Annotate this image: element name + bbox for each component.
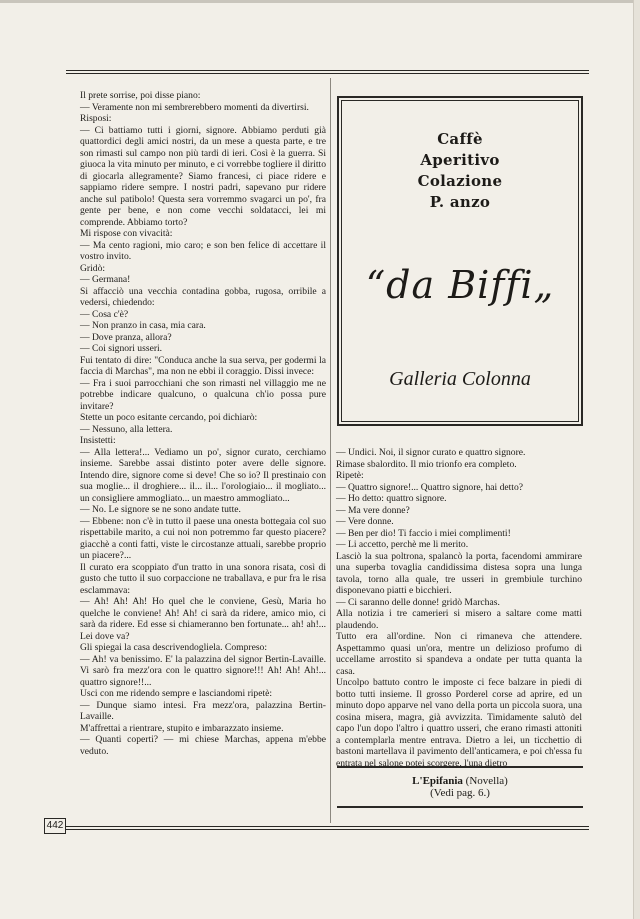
paragraph: Gridò: [80, 262, 106, 274]
bottom-rule-inner [66, 829, 589, 830]
story-genre: (Novella) [465, 775, 508, 787]
paragraph: M'affrettai a rientrare, stupito e imbarazzato insieme. [80, 722, 284, 734]
column-divider [330, 78, 331, 823]
right-column-text [336, 447, 582, 769]
paragraph: Il prete sorrise, poi disse piano: [80, 90, 201, 101]
paragraph: Risposi: [80, 113, 112, 124]
paragraph: — Ma vere donne? [336, 504, 410, 516]
paragraph: Il curato era scoppiato d'un tratto in una sonora risata, così di gusto che tutto il suo corpaccione ne traballava, e pur fra le risa esclammava: [80, 561, 326, 596]
paragraph: — No. Le signore se ne sono andate tutte. [80, 504, 241, 515]
paragraph: — Vere donne. [336, 516, 394, 527]
left-column-text [80, 90, 326, 757]
ad-brand-name: “da Biffi„ [365, 263, 555, 307]
story-title: L'Epifania [412, 775, 463, 787]
advertisement-box [337, 96, 583, 426]
paragraph: — Cosa c'è? [80, 308, 129, 320]
paragraph: — Germana! [80, 274, 131, 285]
paragraph: — Veramente non mi sembrerebbero momenti da divertirsi. [80, 101, 309, 113]
paragraph: — Ma cento ragioni, mio caro; e son ben felice di accettare il vostro invito. [80, 239, 326, 262]
paragraph: Rimase sbalordito. Il mio trionfo era completo. [336, 458, 517, 470]
paragraph: — Ci saranno delle donne! gridò Marchas. [336, 596, 500, 608]
paragraph: Gli spiegai la casa descrivendogliela. Compreso: [80, 642, 268, 653]
top-rule [66, 70, 589, 71]
paragraph: — Non pranzo in casa, mia cara. [80, 320, 206, 331]
paragraph: — Quattro signore!... Quattro signore, hai detto? [336, 481, 524, 493]
paragraph: Insistetti: [80, 435, 116, 446]
bottom-rule [66, 826, 589, 827]
paragraph: Tutto era all'ordine. Non ci rimaneva che attendere. Aspettammo quasi un'ora, mentre un delizioso profumo di uccellame arrostito si spandeva a ondate per tutta quanta la casa. [336, 631, 582, 677]
top-rule-inner [66, 73, 589, 74]
paragraph: Alla notizia i tre camerieri si misero a saltare come matti plaudendo. [336, 608, 582, 631]
paragraph: — Li accetto, perchè me li merito. [336, 539, 469, 550]
ad-line-pranzo: P. anzo [429, 193, 491, 211]
paragraph: — Ah! va benissimo. E' la palazzina del signor Bertin-Lavaille. Vi sarò fra mezz'ora con le quattro signore!!! Ah! Ah! Ah!... quattro signore!!... [80, 653, 326, 688]
paragraph: — Quanti coperti? — mi chiese Marchas, appena m'ebbe veduto. [80, 734, 326, 757]
paragraph: Ripetè: [336, 470, 364, 481]
paragraph: — Ben per dio! Ti faccio i miei complimenti! [336, 527, 511, 539]
paragraph: — Ci battiamo tutti i giorni, signore. Abbiamo perduti già quattordici degli amici nostri, da un mese a questa parte, e tre son rimasti sul campo non più tardi di ieri. Così è la guerra. Si giuoca la vita minuto per minuto, e ci vorrebbe togliere il diritto di giocarla allegramente? Siamo francesi, ci piace ridere e sappiamo ridere sempre. I nostri padri, sapevano pur ridere anche sul patibolo! Questa sera vorremmo svagarci un po', fra gente per bene, e non come vecchi soldatacci, lei mi comprende. Abbiamo torto? [80, 124, 326, 228]
paragraph: — Dunque siamo intesi. Fra mezz'ora, palazzina Bertin-Lavaille. [80, 699, 326, 722]
paragraph: Uncolpo battuto contro le imposte ci fece balzare in piedi di botto tutti insieme. Il grosso Porderel corse ad aprire, ed un minuto dopo apparve nel vano della porta un piccola suora, una cosina misera, magra, già avvizzita. Timidamente salutò del capo l'un dopo l'altro i quattro usseri, che erano rimasti attoniti a contemplarla mentre entrava. Dietro a lei, un ticchettio di bastoni martellava il pavimento dell'anticamera, e poi ch'essa fu entrata nel salone potei scorgere, l'una dietro [336, 677, 582, 769]
paragraph: — Alla lettera!... Vediamo un po', signor curato, cerchiamo insieme. Sarebbe assai distinto poter avere delle signore. Intendo dire, signore come si deve! Che so io? Il prestinaio con sua moglie... il droghiere... il... il... l'orologiaio... il mogliato... un consigliere ammogliato... un maestro ammogliato... [80, 446, 326, 504]
paragraph: — Coi signori usseri. [80, 343, 163, 354]
paragraph: — Ah! Ah! Ah! Ho quel che le conviene, Gesù, Maria ho quelche le conviene! Ah! Ah! ci sarà da ridere, amico mio, ci sarà da ridere. Ed esse si chiameranno ben fortunate... ah! ah!... Lei dove va? [80, 596, 326, 642]
paragraph: — Nessuno, alla lettera. [80, 423, 173, 435]
cross-reference-box [337, 766, 583, 808]
paragraph: — Ebbene: non c'è in tutto il paese una onesta bottegaia col suo rispettabile marito, a cui noi non potremmo far questo piacere? giacchè a conti fatti, viste le circostanze attuali, sarebbe proprio un piacere?... [80, 515, 326, 561]
paragraph: Mi rispose con vivacità: [80, 228, 173, 239]
ad-line-caffe: Caffè [437, 130, 483, 148]
ad-line-colazione: Colazione [417, 172, 503, 190]
paragraph: Si affacciò una vecchia contadina gobba, rugosa, orribile a vedersi, chiedendo: [80, 285, 326, 308]
paragraph: — Fra i suoi parrocchiani che son rimasti nel villaggio me ne potrebbe indicare qualcuno, o qualcuna ch'io possa pure invitare? [80, 377, 326, 412]
paragraph: Lasciò la sua poltrona, spalancò la porta, facendomi ammirare una superba tovaglia candidissima distesa sopra una lunga tavola, torno alla quale, tre usseri in grembiule turchino disponevano piatti e bicchieri. [336, 550, 582, 596]
paragraph: Stette un poco esitante cercando, poi dichiarò: [80, 412, 258, 423]
paragraph: — Undici. Noi, il signor curato e quattro signore. [336, 447, 526, 458]
paragraph: Fui tentato di dire: "Conduca anche la sua serva, per godermi la faccia di Marchas", ma non ne ebbi il coraggio. Dissi invece: [80, 354, 326, 377]
ad-line-aperitivo: Aperitivo [420, 151, 500, 169]
page-number: 442 [44, 818, 66, 834]
page-edge [0, 0, 640, 3]
paragraph: Usci con me ridendo sempre e lasciandomi ripetè: [80, 688, 273, 699]
ad-location: Galleria Colonna [389, 368, 531, 390]
page-reference: (Vedi pag. 6.) [430, 787, 490, 799]
paragraph: — Ho detto: quattro signore. [336, 493, 447, 504]
cross-reference-title [337, 775, 583, 787]
paragraph: — Dove pranza, allora? [80, 331, 172, 343]
page-margin-shadow [633, 0, 640, 919]
